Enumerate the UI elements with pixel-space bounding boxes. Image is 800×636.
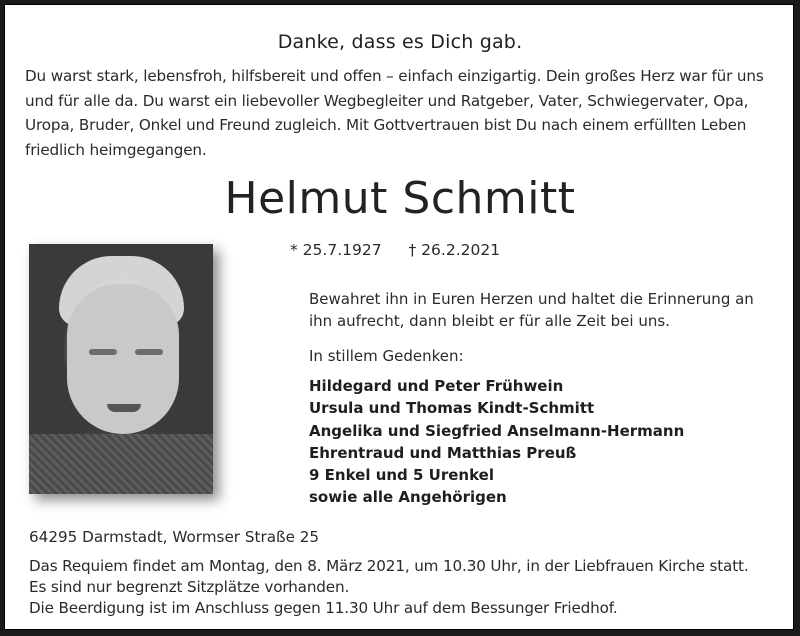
- deceased-name: Helmut Schmitt: [224, 173, 576, 224]
- memorial-verse: Bewahret ihn in Euren Herzen und haltet die Erinnerung an ihn aufrecht, dann bleibt er für alle Zeit bei uns.: [309, 290, 754, 330]
- intro-text: Du warst stark, lebensfroh, hilfsbereit und offen – einfach einzigartig. Dein großes Herz war für uns und für alle da. Du warst ein liebevoller Wegbegleiter und Ratgeber, Vater, Schwiegervater, Opa, Uropa, Bruder, Onkel und Freund zugleich. Mit Gottvertrauen bist Du nach einem erfüllten Leben friedlich heimgegangen.: [25, 67, 764, 159]
- seating-info: Es sind nur begrenzt Sitzplätze vorhanden.: [29, 578, 350, 596]
- birth-date: * 25.7.1927: [290, 241, 382, 259]
- mourner-entry: Ursula und Thomas Kindt-Schmitt: [309, 399, 595, 418]
- headline: Danke, dass es Dich gab.: [277, 31, 523, 53]
- photo-eye-shape: [135, 349, 163, 355]
- mourner-entry: Hildegard und Peter Frühwein: [309, 377, 564, 395]
- requiem-info: Das Requiem findet am Montag, den 8. März 2021, um 10.30 Uhr, in der Liebfrauen Kirche statt.: [29, 557, 749, 575]
- mourner-entry: Ehrentraud und Matthias Preuß: [309, 443, 577, 462]
- portrait-photo: [29, 244, 213, 494]
- life-dates: [290, 241, 522, 259]
- photo-mouth-shape: [107, 404, 141, 412]
- mourner-entry: sowie alle Angehörigen: [309, 488, 507, 507]
- mourners-list: [309, 375, 684, 509]
- service-info: [29, 556, 789, 619]
- photo-eye-shape: [89, 349, 117, 355]
- photo-shirt-shape: [29, 434, 213, 494]
- family-address: 64295 Darmstadt, Wormser Straße 25: [29, 528, 320, 546]
- mourners-label: In stillem Gedenken:: [309, 347, 464, 365]
- obituary-notice: [4, 4, 794, 630]
- mourner-entry: 9 Enkel und 5 Urenkel: [309, 466, 494, 485]
- burial-info: Die Beerdigung ist im Anschluss gegen 11.30 Uhr auf dem Bessunger Friedhof.: [29, 599, 618, 617]
- death-date: † 26.2.2021: [408, 241, 501, 259]
- mourner-entry: Angelika und Siegfried Anselmann-Hermann: [309, 421, 685, 440]
